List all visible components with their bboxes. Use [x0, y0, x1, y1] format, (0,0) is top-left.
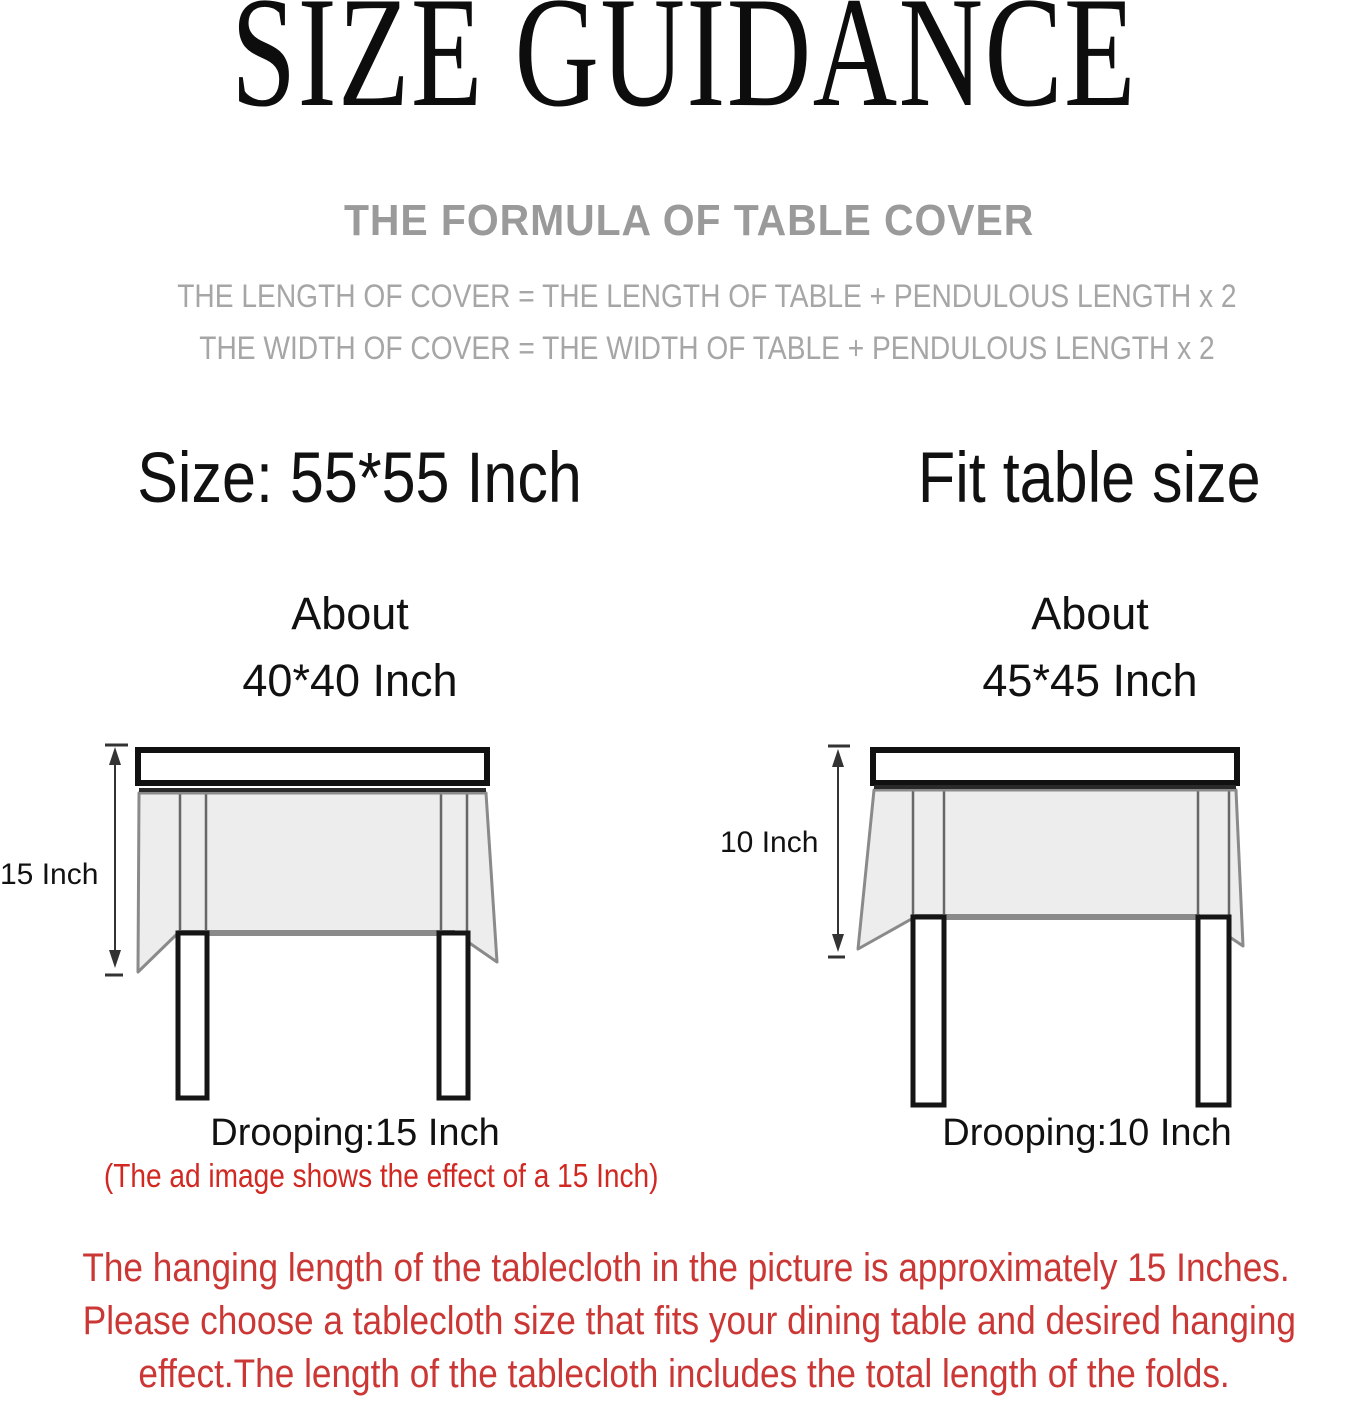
drooping-label-right: Drooping:10 Inch [942, 1112, 1232, 1154]
table-leg [913, 917, 944, 1105]
formula-heading: THE FORMULA OF TABLE COVER [344, 196, 1035, 245]
about-label-left: About [291, 588, 409, 639]
tabletop [873, 750, 1237, 783]
fit-table-size-heading: Fit table size [917, 439, 1261, 518]
table-size-left: 40*40 Inch [242, 655, 458, 706]
about-label-right: About [1031, 588, 1149, 639]
table-leg [178, 933, 207, 1098]
drooping-label-left: Drooping:15 Inch [210, 1112, 500, 1154]
footer-note-line-1: The hanging length of the tablecloth in the picture is approximately 15 Inches. [82, 1246, 1290, 1290]
table-drawing-15inch-drop [0, 735, 540, 1110]
hang-length-label-right: 10 Inch [720, 826, 819, 859]
table-leg [439, 933, 468, 1098]
hang-length-label-left: 15 Inch [0, 858, 99, 891]
formula-line-length: THE LENGTH OF COVER = THE LENGTH OF TABLE + PENDULOUS LENGTH x 2 [176, 278, 1237, 314]
page-title: SIZE GUIDANCE [231, 0, 1138, 140]
table-size-right: 45*45 Inch [982, 655, 1198, 706]
dimension-arrow [828, 746, 850, 957]
tabletop [138, 750, 487, 783]
ad-image-note: (The ad image shows the effect of a 15 Inch) [103, 1157, 659, 1194]
dimension-arrow [105, 745, 128, 975]
table-leg [1198, 917, 1229, 1105]
footer-note-line-2: Please choose a tablecloth size that fits your dining table and desired hanging [82, 1299, 1296, 1343]
cover-size-heading: Size: 55*55 Inch [137, 439, 583, 518]
footer-note-line-3: effect.The length of the tablecloth includes the total length of the folds. [138, 1352, 1231, 1396]
table-drawing-10inch-drop [700, 735, 1300, 1110]
formula-line-width: THE WIDTH OF COVER = THE WIDTH OF TABLE + PENDULOUS LENGTH x 2 [198, 330, 1215, 366]
